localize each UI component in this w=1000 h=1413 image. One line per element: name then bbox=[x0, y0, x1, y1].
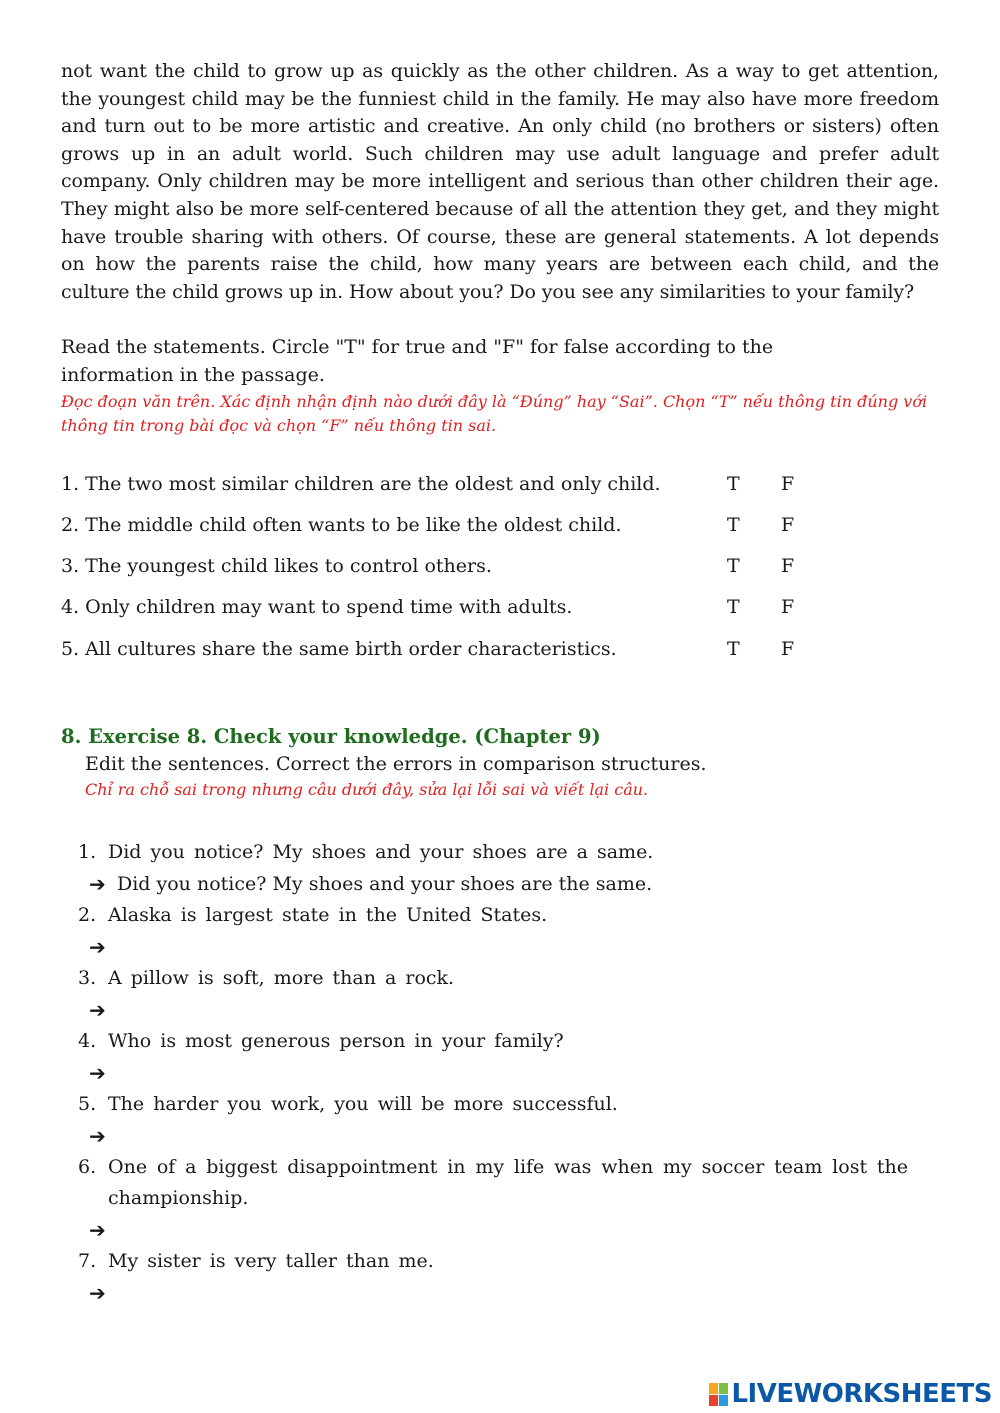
answer-input[interactable] bbox=[117, 1125, 817, 1147]
tf-row bbox=[61, 596, 939, 637]
item-number: 3. bbox=[78, 966, 97, 989]
item-number: 6. bbox=[78, 1155, 97, 1178]
answer-input[interactable] bbox=[117, 873, 817, 895]
answer-line bbox=[89, 1278, 908, 1310]
true-option[interactable]: T bbox=[727, 472, 740, 495]
tf-instruction-vietnamese: Đọc đoạn văn trên. Xác định nhận định nào dưới đây là “Đúng” hay “Sai”. Chọn “T” nếu thông tin đúng với thông tin trong bài đọc và chọn “F” nếu thông tin sai. bbox=[61, 391, 928, 436]
edit-sentence-list bbox=[78, 837, 908, 1310]
worksheet-page bbox=[61, 58, 939, 1309]
tf-row bbox=[61, 473, 939, 514]
arrow-right-icon: ➔ bbox=[89, 1123, 106, 1148]
item-number: 5. bbox=[78, 1092, 97, 1115]
false-option[interactable]: F bbox=[781, 637, 795, 660]
tf-row bbox=[61, 514, 939, 555]
arrow-right-icon: ➔ bbox=[89, 871, 106, 896]
exercise-heading: 8. Exercise 8. Check your knowledge. (Chapter 9) bbox=[61, 725, 601, 749]
answer-line bbox=[89, 1120, 908, 1152]
item-sentence: A pillow is soft, more than a rock. bbox=[108, 966, 455, 989]
tf-statement-list bbox=[61, 473, 939, 679]
tf-statement: 5. All cultures share the same birth order characteristics. bbox=[61, 637, 617, 660]
tf-statement: 1. The two most similar children are the oldest and only child. bbox=[61, 472, 661, 495]
answer-line bbox=[89, 1057, 908, 1089]
item-number: 7. bbox=[78, 1250, 97, 1273]
item-sentence: One of a biggest disappointment in my life was when my soccer team lost the championship. bbox=[108, 1155, 908, 1210]
tf-instruction: Read the statements. Circle "T" for true and "F" for false according to the information in the passage. bbox=[61, 336, 774, 386]
item-sentence: Who is most generous person in your family? bbox=[108, 1029, 564, 1052]
item-sentence: My sister is very taller than me. bbox=[108, 1250, 434, 1273]
arrow-right-icon: ➔ bbox=[89, 934, 106, 959]
item-number: 1. bbox=[78, 840, 97, 863]
list-item bbox=[78, 900, 908, 932]
answer-input[interactable] bbox=[117, 1219, 817, 1241]
tf-statement: 2. The middle child often wants to be like the oldest child. bbox=[61, 513, 622, 536]
answer-input[interactable] bbox=[117, 1282, 817, 1304]
answer-input[interactable] bbox=[117, 1062, 817, 1084]
item-sentence: Did you notice? My shoes and your shoes are a same. bbox=[108, 840, 654, 863]
exercise-subheading-vietnamese: Chỉ ra chỗ sai trong nhưng câu dưới đây, sửa lại lỗi sai và viết lại câu. bbox=[85, 780, 649, 800]
arrow-right-icon: ➔ bbox=[89, 1060, 106, 1085]
answer-input[interactable] bbox=[117, 936, 817, 958]
item-number: 2. bbox=[78, 903, 97, 926]
list-item bbox=[78, 1026, 908, 1058]
list-item bbox=[78, 963, 908, 995]
list-item bbox=[78, 1152, 908, 1215]
answer-line bbox=[89, 931, 908, 963]
answer-line bbox=[89, 868, 908, 900]
logo-square bbox=[719, 1395, 728, 1406]
arrow-right-icon: ➔ bbox=[89, 1218, 106, 1243]
false-option[interactable]: F bbox=[781, 555, 795, 578]
list-item bbox=[78, 1089, 908, 1121]
item-sentence: The harder you work, you will be more successful. bbox=[108, 1092, 618, 1115]
false-option[interactable]: F bbox=[781, 596, 795, 619]
tf-statement: 4. Only children may want to spend time with adults. bbox=[61, 596, 573, 619]
list-item bbox=[78, 1246, 908, 1278]
tf-statement: 3. The youngest child likes to control others. bbox=[61, 555, 492, 578]
logo-square bbox=[709, 1395, 718, 1406]
tf-row bbox=[61, 555, 939, 596]
liveworksheets-logo[interactable] bbox=[709, 1379, 992, 1409]
false-option[interactable]: F bbox=[781, 472, 795, 495]
answer-line bbox=[89, 994, 908, 1026]
logo-square bbox=[719, 1383, 728, 1394]
false-option[interactable]: F bbox=[781, 513, 795, 536]
logo-square bbox=[709, 1383, 718, 1394]
true-option[interactable]: T bbox=[727, 637, 740, 660]
answer-line bbox=[89, 1215, 908, 1247]
tf-row bbox=[61, 638, 939, 679]
item-number: 4. bbox=[78, 1029, 97, 1052]
answer-input[interactable] bbox=[117, 999, 817, 1021]
true-option[interactable]: T bbox=[727, 596, 740, 619]
true-option[interactable]: T bbox=[727, 555, 740, 578]
reading-passage: not want the child to grow up as quickly as the other children. As a way to get attention, the youngest child may be the funniest child in the family. He may also have more freedom and turn out to be more artistic and creative. An only child (no brothers or sisters) often grows up in an adult world. Such children may use adult language and prefer adult company. Only children may be more intelligent and serious than other children their age. They might also be more self-centered because of all the attention they get, and they might have trouble sharing with others. Of course, these are general statements. A lot depends on how the parents raise the child, how many years are between each child, and the culture the child grows up in. How about you? Do you see any similarities to your family? bbox=[61, 60, 939, 303]
list-item bbox=[78, 837, 908, 869]
item-sentence: Alaska is largest state in the United States. bbox=[108, 903, 548, 926]
exercise-subheading: Edit the sentences. Correct the errors in comparison structures. bbox=[85, 753, 707, 776]
logo-text: LIVEWORKSHEETS bbox=[731, 1379, 992, 1409]
logo-mark-icon bbox=[709, 1383, 728, 1406]
arrow-right-icon: ➔ bbox=[89, 997, 106, 1022]
arrow-right-icon: ➔ bbox=[89, 1281, 106, 1306]
true-option[interactable]: T bbox=[727, 513, 740, 536]
